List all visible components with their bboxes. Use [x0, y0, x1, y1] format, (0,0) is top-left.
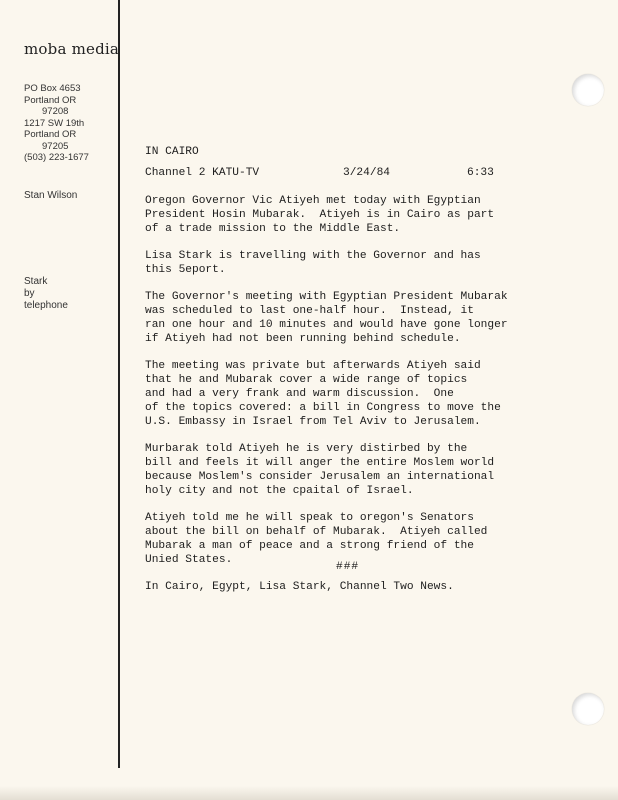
punch-hole-bottom: [572, 693, 604, 725]
address-line: Portland OR: [24, 94, 77, 106]
story-paragraph: Murbarak told Atiyeh he is very distirbed by the bill and feels it will anger the entire Moslem world because Moslem's consider Jerusalem an international holy city and not the cpaital of Israel.: [145, 443, 495, 497]
story-body: [145, 194, 535, 607]
story-paragraph: Atiyeh told me he will speak to oregon's Senators about the bill on behalf of Mubarak. Atiyeh called Mubarak a man of peace and a strong friend of the Unied States.: [145, 512, 488, 566]
address-line: 1217 SW 19th: [24, 117, 85, 129]
story-paragraph: Oregon Governor Vic Atiyeh met today with Egyptian President Hosin Mubarak. Atiyeh is in Cairo as part of a trade mission to the Middle East.: [145, 195, 495, 235]
address-line: 97208: [42, 106, 69, 117]
story-paragraph: Lisa Stark is travelling with the Governor and has this 5eport.: [145, 250, 481, 276]
address-line: (503) 223-1677: [24, 152, 89, 163]
margin-note-line: telephone: [24, 300, 68, 311]
punch-hole-top: [572, 74, 604, 106]
story-slug: IN CAIRO: [145, 146, 199, 158]
margin-note-line: by: [24, 288, 35, 299]
reporter-name: Stan Wilson: [24, 190, 78, 201]
address-line: Portland OR: [24, 129, 77, 140]
margin-rule: [118, 0, 120, 768]
letterhead-address: [24, 83, 89, 164]
story-paragraph: In Cairo, Egypt, Lisa Stark, Channel Two News.: [145, 581, 454, 593]
address-line: 97205: [42, 140, 69, 152]
margin-note-line: Stark: [24, 276, 48, 287]
channel-label: Channel 2 KATU-TV: [145, 167, 260, 179]
address-line: PO Box 4653: [24, 83, 81, 94]
letterhead-brand: moba media: [24, 40, 120, 58]
story-paragraph: The meeting was private but afterwards Atiyeh said that he and Mubarak cover a wide range of topics and had a very frank and warm discussion. One of the topics covered: a bill in Congress to move the U.S. Embassy in Israel from Tel Aviv to Jerusalem.: [145, 360, 501, 428]
script-header: [0, 167, 618, 181]
script-time: 6:33: [467, 167, 494, 179]
margin-note-stark: [24, 276, 68, 312]
script-date: 3/24/84: [343, 167, 390, 179]
end-mark: ###: [336, 561, 360, 573]
story-paragraph: The Governor's meeting with Egyptian President Mubarak was scheduled to last one-half hour. Instead, it ran one hour and 10 minutes and would have gone longer if Atiyeh had not been running behind schedule.: [145, 291, 508, 345]
